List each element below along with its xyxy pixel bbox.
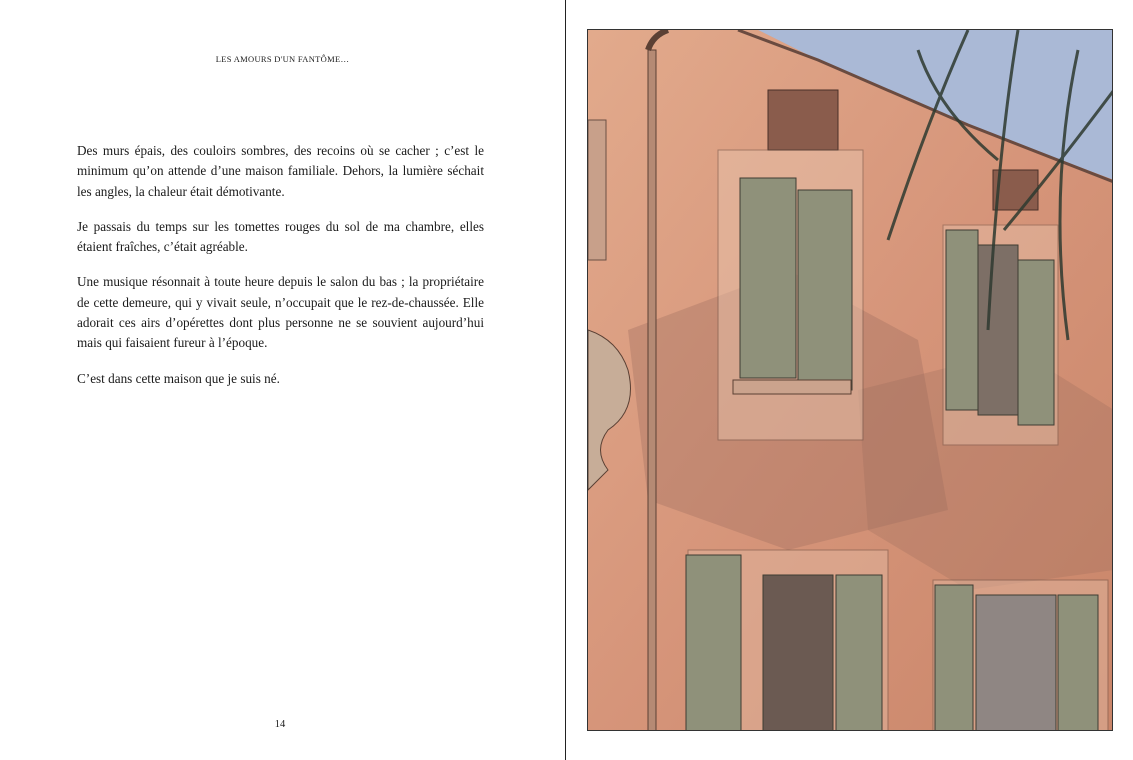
paragraph: Des murs épais, des couloirs sombres, des recoins où se cacher ; c’est le minimum qu’on attende d’une maison familiale. Dehors, la lumière séchait les angles, la chaleur était démotivante. <box>77 143 484 199</box>
page-number: 14 <box>274 719 286 730</box>
shutter <box>798 190 852 390</box>
right-page <box>566 0 1133 760</box>
shutter <box>946 230 978 410</box>
shutter <box>740 178 796 378</box>
paragraph: Je passais du temps sur les tomettes rouges du sol de ma chambre, elles étaient fraîches, c’était agréable. <box>77 218 484 255</box>
shutter <box>836 575 882 731</box>
house-illustration <box>587 29 1113 731</box>
doorway <box>763 575 833 731</box>
window-glass <box>978 245 1018 415</box>
paragraph: Une musique résonnait à toute heure depuis le salon du bas ; la propriétaire de cette demeure, qui y vivait seule, n’occupait que le rez-de-chaussée. Elle adorait ces airs d’opérettes dont plus personne ne se souvient aujourd’hui mais qui faisaient fureur à l’époque. <box>77 274 484 351</box>
shutter <box>1018 260 1054 425</box>
ornamental-vent <box>768 90 838 150</box>
body-text <box>77 141 484 404</box>
shutter <box>935 585 973 731</box>
shutter <box>686 555 741 731</box>
paragraph: C’est dans cette maison que je suis né. <box>77 370 280 386</box>
door-panel <box>976 595 1056 731</box>
window-sill <box>733 380 851 394</box>
shutter <box>1058 595 1098 731</box>
left-page <box>0 0 565 760</box>
left-edge-ornament <box>588 120 606 260</box>
drainpipe <box>648 50 656 731</box>
running-head: LES AMOURS D'UN FANTÔME… <box>215 54 350 64</box>
illustration-svg <box>588 30 1113 731</box>
